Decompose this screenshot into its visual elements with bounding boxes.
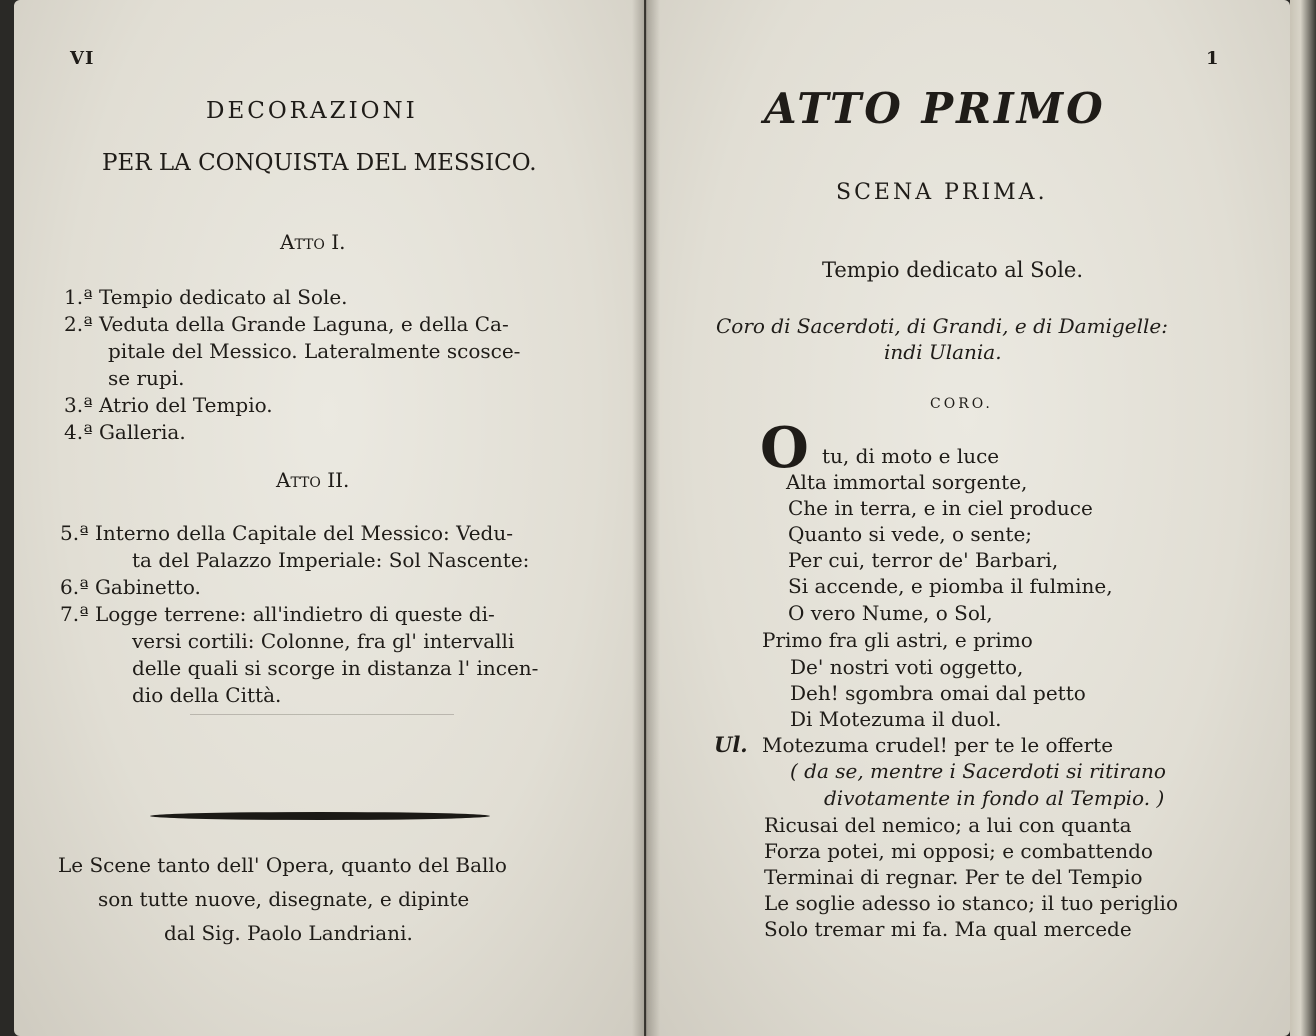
ornament-rule [150, 812, 490, 820]
list-item: 4.ª Galleria. [64, 420, 186, 444]
verse-line: Alta immortal sorgente, [786, 470, 1028, 494]
verse-line: Quanto si vede, o sente; [788, 522, 1033, 546]
list-item: pitale del Messico. Lateralmente scosce- [108, 339, 521, 363]
verse-line: Per cui, terror de' Barbari, [788, 548, 1059, 572]
speaker-label: Ul. [714, 732, 748, 757]
verse-line: De' nostri voti oggetto, [790, 655, 1024, 679]
speech-line: Terminai di regnar. Per te del Tempio [764, 865, 1143, 889]
verse-line: Deh! sgombra omai dal petto [790, 681, 1086, 705]
act-heading: Atto I. [280, 230, 346, 254]
left-page [14, 0, 644, 1036]
speech-line: Forza potei, mi opposi; e combattendo [764, 839, 1153, 863]
credit-line: son tutte nuove, disegnate, e dipinte [98, 887, 470, 911]
divider [190, 714, 454, 715]
page-number: 1 [1206, 48, 1220, 69]
verse-line: Si accende, e piomba il fulmine, [788, 574, 1113, 598]
list-item: 2.ª Veduta della Grande Laguna, e della Ca- [64, 312, 509, 336]
verse-line: tu, di moto e luce [822, 444, 1000, 468]
stage-direction: ( da se, mentre i Sacerdoti si ritirano [790, 759, 1166, 783]
book-gutter [632, 0, 660, 1036]
list-item: versi cortili: Colonne, fra gl' intervalli [132, 629, 515, 653]
right-page [646, 0, 1290, 1036]
scene-setting: Tempio dedicato al Sole. [822, 258, 1084, 282]
verse-line: Di Motezuma il duol. [790, 707, 1002, 731]
page-title: DECORAZIONI [206, 98, 418, 124]
cast-line: indi Ulania. [884, 340, 1002, 364]
verse-line: Che in terra, e in ciel produce [788, 496, 1093, 520]
list-item: dio della Città. [132, 683, 282, 707]
drop-cap: O [760, 415, 809, 481]
speech-line: Le soglie adesso io stanco; il tuo periglio [764, 891, 1178, 915]
speech-line: Solo tremar mi fa. Ma qual mercede [764, 917, 1132, 941]
page-number: VI [70, 48, 95, 69]
stage-direction: divotamente in fondo al Tempio. ) [824, 786, 1165, 810]
list-item: 5.ª Interno della Capitale del Messico: Vedu- [60, 521, 513, 545]
credit-line: dal Sig. Paolo Landriani. [164, 921, 413, 945]
act-heading: Atto II. [276, 468, 350, 492]
list-item: se rupi. [108, 366, 185, 390]
credit-line: Le Scene tanto dell' Opera, quanto del Ballo [58, 853, 507, 877]
list-item: ta del Palazzo Imperiale: Sol Nascente: [132, 548, 530, 572]
page-edge [1290, 0, 1316, 1036]
list-item: 6.ª Gabinetto. [60, 575, 201, 599]
list-item: delle quali si scorge in distanza l' incen- [132, 656, 539, 680]
speech-line: Motezuma crudel! per te le offerte [762, 733, 1114, 757]
page-subtitle: PER LA CONQUISTA DEL MESSICO. [102, 150, 537, 176]
act-title: ATTO PRIMO [764, 84, 1106, 133]
cast-line: Coro di Sacerdoti, di Grandi, e di Damigelle: [716, 314, 1168, 338]
verse-line: O vero Nume, o Sol, [788, 601, 993, 625]
list-item: 1.ª Tempio dedicato al Sole. [64, 285, 348, 309]
scene-title: SCENA PRIMA. [836, 180, 1048, 205]
verse-line: Primo fra gli astri, e primo [762, 628, 1033, 652]
speech-line: Ricusai del nemico; a lui con quanta [764, 813, 1132, 837]
list-item: 7.ª Logge terrene: all'indietro di queste di- [60, 602, 495, 626]
list-item: 3.ª Atrio del Tempio. [64, 393, 273, 417]
chorus-label: CORO. [930, 396, 993, 412]
